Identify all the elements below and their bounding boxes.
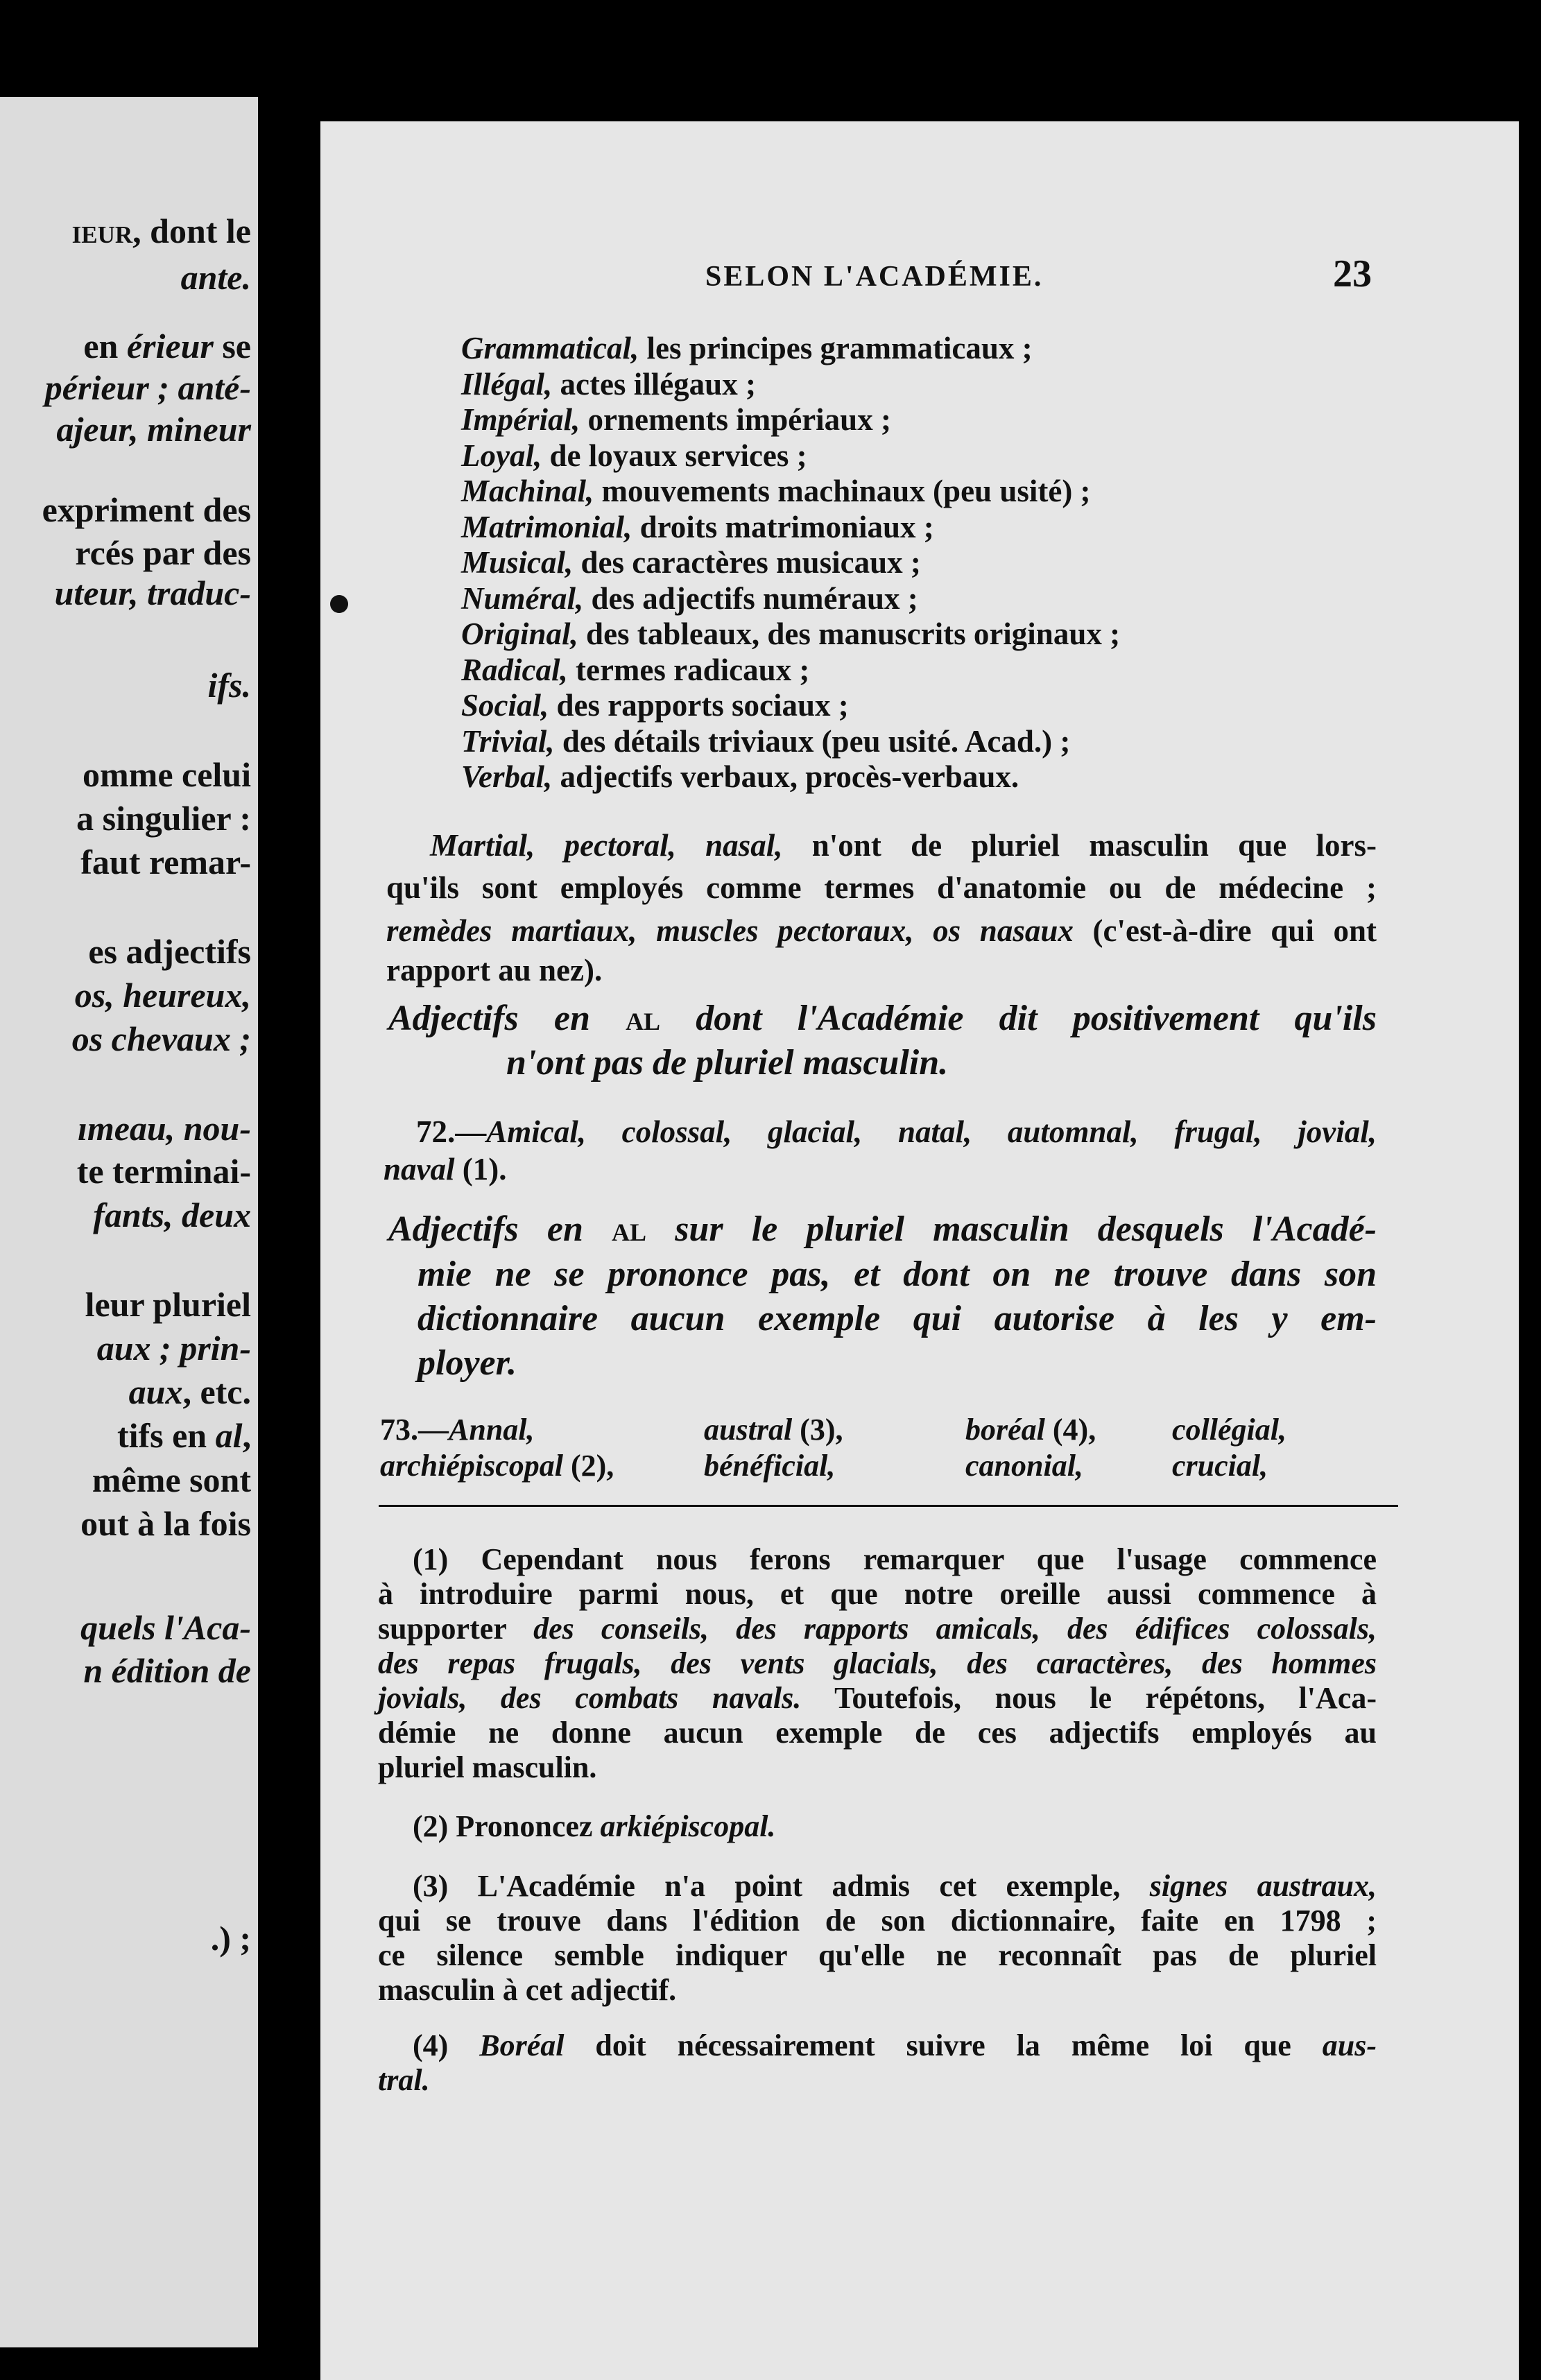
list-item-term: Musical, xyxy=(461,545,574,580)
footnote-line: masculin à cet adjectif. xyxy=(378,1973,677,2007)
paragraph-line: crucial, xyxy=(1172,1449,1268,1483)
left-page-line: out à la fois xyxy=(80,1504,251,1543)
paragraph-line: naval (1). xyxy=(384,1152,507,1187)
paragraph-line: rapport au nez). xyxy=(386,953,603,988)
left-page-line: en érieur se xyxy=(83,327,251,365)
list-item-text: des tableaux, des manuscrits originaux ; xyxy=(578,616,1121,651)
list-item-text: ornements impériaux ; xyxy=(580,402,891,437)
section-heading: dictionnaire aucun exemple qui autorise à les y em- xyxy=(417,1299,1377,1338)
left-page-line: aux, etc. xyxy=(128,1372,251,1411)
list-item-term: Numéral, xyxy=(461,580,584,616)
footnote-line: des repas frugals, des vents glacials, des caractères, des hommes xyxy=(378,1646,1377,1680)
footnote-line: qui se trouve dans l'édition de son dictionnaire, faite en 1798 ; xyxy=(378,1904,1377,1938)
list-item-term: Machinal, xyxy=(461,474,594,508)
list-item-term: Radical, xyxy=(461,652,568,687)
list-item-term: Social, xyxy=(461,688,549,723)
list-item-term: Illégal, xyxy=(461,366,553,402)
list-item-term: Matrimonial, xyxy=(461,509,632,544)
list-item-text: termes radicaux ; xyxy=(567,652,810,687)
paragraph-line: qu'ils sont employés comme termes d'anatomie ou de médecine ; xyxy=(386,870,1377,905)
list-item-term: Loyal, xyxy=(461,438,542,473)
section-heading: ployer. xyxy=(417,1343,517,1383)
left-page-line: quels l'Aca- xyxy=(80,1608,251,1647)
footnote-line: (3) L'Académie n'a point admis cet exemple, signes austraux, xyxy=(413,1869,1377,1903)
paragraph-line: boréal (4), xyxy=(965,1413,1096,1447)
paragraph-line: Martial, pectoral, nasal, n'ont de pluriel masculin que lors- xyxy=(430,828,1377,863)
left-page-line: uteur, traduc- xyxy=(54,574,251,612)
left-page-line: os chevaux ; xyxy=(71,1019,251,1058)
list-item-text: des adjectifs numéraux ; xyxy=(583,580,918,616)
left-page-line: même sont xyxy=(92,1460,251,1499)
left-page-line: ante. xyxy=(180,258,251,297)
list-item xyxy=(461,580,918,616)
list-item-term: Trivial, xyxy=(461,723,555,759)
paragraph-line: bénéficial, xyxy=(704,1449,836,1483)
left-page-line: a singulier : xyxy=(76,799,251,838)
running-head: SELON L'ACADÉMIE. xyxy=(705,261,1044,293)
list-item-text: des caractères musicaux ; xyxy=(573,545,921,580)
section-heading: mie ne se prononce pas, et dont on ne trouve dans son xyxy=(417,1254,1377,1294)
paragraph-line: 72.—Amical, colossal, glacial, natal, automnal, frugal, jovial, xyxy=(416,1114,1377,1149)
list-item-text: de loyaux services ; xyxy=(542,438,807,473)
list-item-text: adjectifs verbaux, procès-verbaux. xyxy=(552,759,1019,794)
footnote-line: ce silence semble indiquer qu'elle ne reconnaît pas de pluriel xyxy=(378,1938,1377,1972)
left-page-line: n édition de xyxy=(83,1651,251,1690)
list-item-text: des rapports sociaux ; xyxy=(549,688,849,723)
left-page-line: tifs en al, xyxy=(117,1416,251,1455)
paragraph-line: collégial, xyxy=(1172,1413,1286,1447)
list-item-term: Original, xyxy=(461,616,578,651)
list-item-text: les principes grammaticaux ; xyxy=(639,331,1033,365)
left-page-line: es adjectifs xyxy=(88,932,251,971)
paragraph-line: 73.—Annal, xyxy=(380,1413,535,1447)
left-facing-page xyxy=(0,97,258,2347)
left-page-line: ifs. xyxy=(207,666,251,705)
list-item xyxy=(461,404,891,436)
footnote-line: tral. xyxy=(378,2063,430,2097)
footnote-rule xyxy=(379,1505,1398,1507)
list-item xyxy=(461,333,1033,364)
list-item xyxy=(461,723,1071,759)
list-item xyxy=(461,440,807,472)
list-item xyxy=(461,509,934,544)
left-page-line: ımeau, nou- xyxy=(77,1109,251,1148)
list-item-term: Verbal, xyxy=(461,759,553,794)
footnote-line: (2) Prononcez arkiépiscopal. xyxy=(413,1809,776,1843)
list-item-text: mouvements machinaux (peu usité) ; xyxy=(594,474,1091,508)
list-item-text: des détails triviaux (peu usité. Acad.) ; xyxy=(554,723,1071,759)
main-page xyxy=(320,121,1519,2380)
left-page-line: expriment des xyxy=(42,490,251,529)
footnote-line: (4) Boréal doit nécessairement suivre la même loi que aus- xyxy=(413,2028,1377,2062)
list-item-term: Impérial, xyxy=(461,402,580,437)
footnote-line: pluriel masculin. xyxy=(378,1750,597,1784)
list-item xyxy=(461,652,810,687)
list-item-text: actes illégaux ; xyxy=(552,366,756,402)
left-page-line: os, heureux, xyxy=(74,976,251,1015)
left-page-line: faut remar- xyxy=(80,843,251,881)
page-number: 23 xyxy=(1333,252,1372,295)
paragraph-line: archiépiscopal (2), xyxy=(380,1449,614,1483)
left-page-line: rcés par des xyxy=(75,533,251,572)
footnote-line: jovials, des combats navals. Toutefois, nous le répétons, l'Aca- xyxy=(378,1681,1377,1715)
section-heading: Adjectifs en al dont l'Académie dit positivement qu'ils xyxy=(388,999,1377,1038)
section-heading: n'ont pas de pluriel masculin. xyxy=(506,1043,949,1083)
list-item-text: droits matrimoniaux ; xyxy=(632,509,934,544)
left-page-line: omme celui xyxy=(83,755,251,794)
left-page-line: leur pluriel xyxy=(85,1285,251,1324)
list-item-term: Grammatical, xyxy=(461,331,639,365)
footnote-line: à introduire parmi nous, et que notre oreille aussi commence à xyxy=(378,1577,1377,1611)
section-heading: Adjectifs en al sur le pluriel masculin desquels l'Acadé- xyxy=(388,1209,1377,1249)
left-page-line: te terminai- xyxy=(76,1152,251,1191)
footnote-line: (1) Cependant nous ferons remarquer que l'usage commence xyxy=(413,1542,1377,1576)
paragraph-line: canonial, xyxy=(965,1449,1083,1483)
list-item xyxy=(461,761,1019,793)
footnote-line: supporter des conseils, des rapports amicals, des édifices colossals, xyxy=(378,1612,1377,1646)
list-item xyxy=(461,366,756,402)
left-page-line: fants, deux xyxy=(93,1196,251,1234)
left-page-line: aux ; prin- xyxy=(96,1329,251,1368)
paragraph-line: austral (3), xyxy=(704,1413,843,1447)
list-item xyxy=(461,476,1091,507)
list-item xyxy=(461,616,1121,651)
left-page-line: ieur, dont le xyxy=(71,212,251,250)
footnote-line: démie ne donne aucun exemple de ces adjectifs employés au xyxy=(378,1716,1377,1750)
list-item xyxy=(461,690,849,721)
left-page-line: .) ; xyxy=(210,1919,251,1958)
left-page-line: périeur ; anté- xyxy=(44,368,251,407)
paragraph-line: remèdes martiaux, muscles pectoraux, os nasaux (c'est-à-dire qui ont xyxy=(386,913,1377,948)
left-page-line: ajeur, mineur xyxy=(56,410,251,449)
list-item xyxy=(461,547,921,578)
margin-bullet-mark xyxy=(330,595,348,613)
